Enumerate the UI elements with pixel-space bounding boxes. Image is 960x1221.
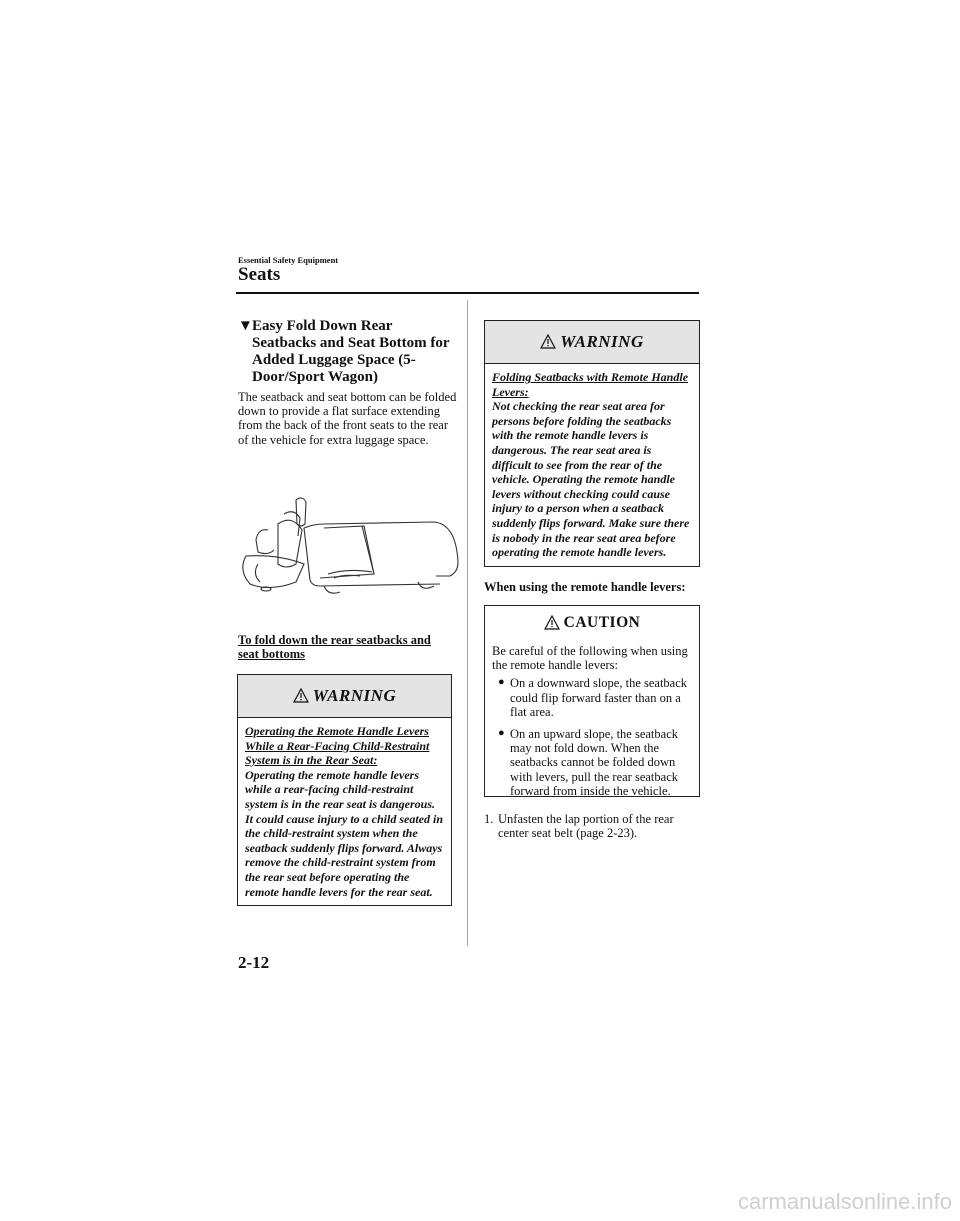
- folded-seats-illustration: [238, 494, 460, 600]
- section-label: Essential Safety Equipment: [238, 255, 339, 265]
- warning-header: [485, 321, 699, 364]
- procedure-subheading: To fold down the rear seatbacks and seat bottoms: [238, 633, 431, 661]
- warning-triangle-icon: [540, 334, 556, 350]
- list-item-text: On an upward slope, the seatback may not fold down. When the seatbacks cannot be folded down with levers, pull the rear seatback forward from inside the vehicle.: [510, 727, 678, 798]
- caution-list: [492, 676, 693, 798]
- warning-box: [237, 674, 452, 906]
- triangle-marker-icon: ▼: [238, 318, 253, 334]
- caution-box: [484, 605, 700, 797]
- warning-header: [238, 675, 451, 718]
- step-number: 1.: [484, 812, 494, 826]
- list-item-text: On a downward slope, the seatback could flip forward faster than on a flat area.: [510, 676, 688, 719]
- warning-body: Operating the remote handle levers while a rear-facing child-restraint system is in the rear seat is dangerous. It could cause injury to a child seated in the child-restraint system when the seatback suddenly flips forward. Always remove the child-restraint system from the rear seat before operating the remote handle levers for the rear seat.: [245, 767, 444, 899]
- header-rule: [236, 292, 699, 294]
- page-number: 2-12: [238, 953, 270, 972]
- section-heading-text: Easy Fold Down Rear Seatbacks and Seat Bottom for Added Luggage Space (5-Door/Sport Wagon): [252, 318, 450, 385]
- warning-title: WARNING: [560, 332, 644, 351]
- caution-header: [485, 606, 699, 640]
- warning-title: WARNING: [312, 686, 397, 705]
- caution-title: CAUTION: [563, 614, 641, 631]
- list-item: [492, 727, 693, 798]
- warning-subtitle: Operating the Remote Handle Levers While a Rear-Facing Child-Restraint System is in the Rear Seat:: [245, 724, 430, 768]
- intro-paragraph: The seatback and seat bottom can be folded down to provide a flat surface extending from the back of the front seats to the rear of the vehicle for extra luggage space.: [238, 390, 457, 447]
- step-1: [484, 812, 700, 840]
- caution-triangle-icon: [544, 615, 560, 631]
- bullet-icon: ●: [498, 727, 505, 740]
- page-title: Seats: [238, 264, 281, 285]
- section-heading: [238, 318, 458, 386]
- warning-body: Not checking the rear seat area for persons before folding the seatbacks with the remote handle levers is dangerous. The rear seat area is difficult to see from the rear of the vehicle. Operating the remote handle levers without checking could cause injury to a person when a seatback suddenly flips forward. Make sure there is nobody in the rear seat area before operating the remote handle levers.: [492, 399, 690, 560]
- column-divider: [467, 300, 468, 946]
- warning-box: [484, 320, 700, 567]
- caution-intro: Be careful of the following when using the remote handle levers:: [492, 644, 688, 673]
- bullet-icon: ●: [498, 676, 505, 689]
- watermark: carmanualsonline.info: [737, 1189, 952, 1214]
- list-item: [492, 676, 693, 719]
- warning-triangle-icon: [293, 688, 309, 704]
- warning-subtitle: Folding Seatbacks with Remote Handle Levers:: [492, 370, 689, 399]
- lead-text: When using the remote handle levers:: [484, 580, 686, 594]
- step-text: Unfasten the lap portion of the rear center seat belt (page 2-23).: [498, 812, 674, 841]
